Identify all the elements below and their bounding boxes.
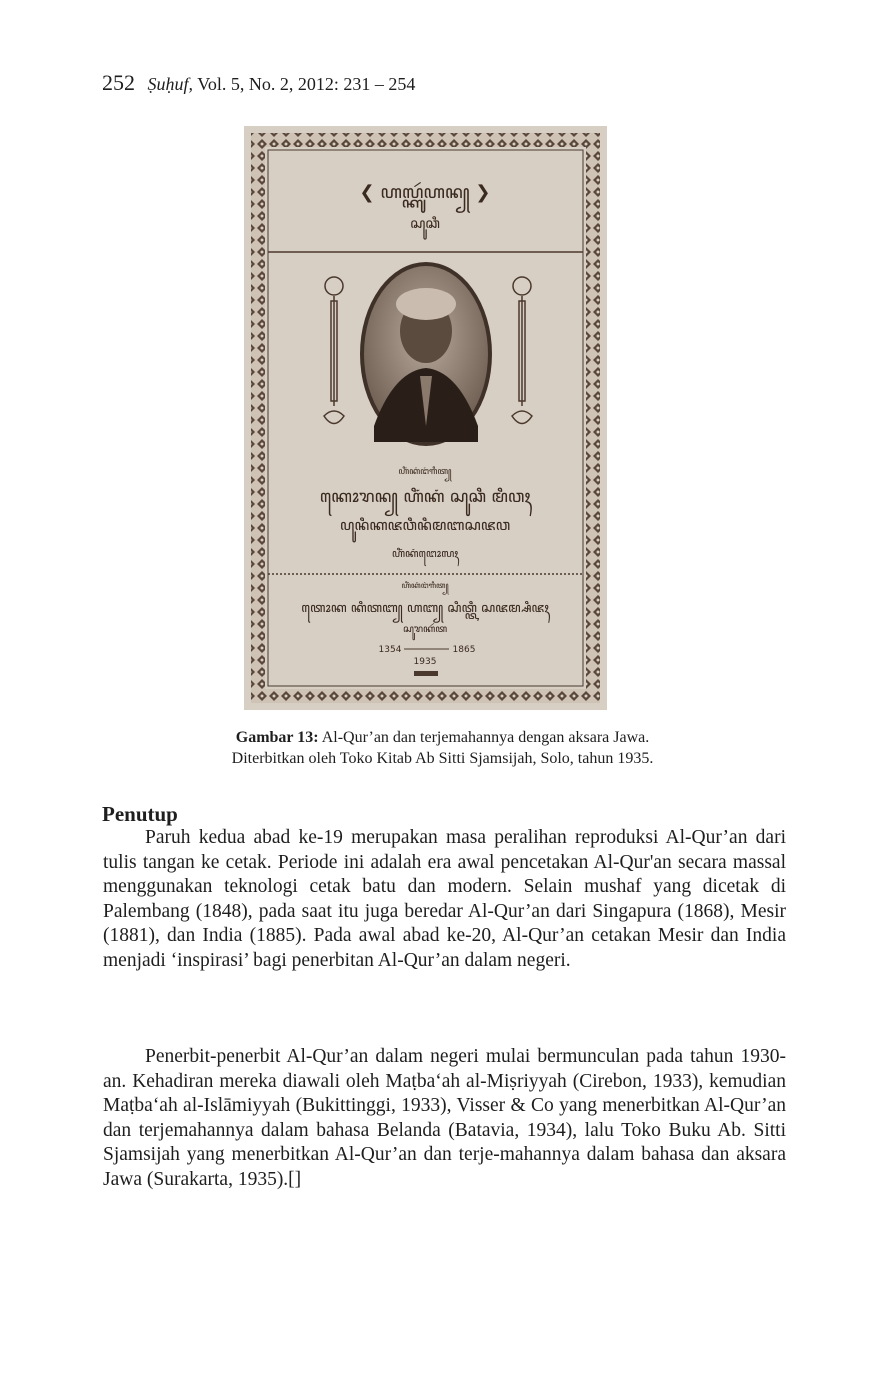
- caption-line-2: Diterbitkan oleh Toko Kitab Ab Sitti Sjamsijah, Solo, tahun 1935.: [231, 750, 654, 767]
- svg-text:ꦠꦺꦴꦏ ꦏꦶꦠꦧ꧀ ꦲꦧ꧀ ꦱꦶꦠ꧀ꦠꦶ ꦱꦗꦩ꧀ꦱꦶꦗꦃ: ꦠꦺꦴꦏ ꦏꦶꦠꦧ꧀ ꦲꦧ꧀ ꦱꦶꦠ꧀ꦠꦶ ꦱꦗꦩ꧀ꦱꦶꦗꦃ: [301, 601, 549, 616]
- section-heading: Penutup: [102, 802, 178, 826]
- svg-text:ꦲꦶꦁꦏꦁꦔꦁꦒꦶꦠ꧀: ꦲꦶꦁꦏꦁꦔꦁꦒꦶꦠ꧀: [398, 467, 452, 477]
- svg-text:ꦥꦸꦤꦶꦏꦗꦮꦶꦤꦶꦩꦧꦱꦗꦮ: ꦥꦸꦤꦶꦏꦗꦮꦶꦤꦶꦩꦧꦱꦗꦮ: [339, 516, 511, 534]
- paragraph-2: Penerbit-penerbit Al-Qur’an dalam negeri mulai bermunculan pada tahun 1930-an. Kehadiran mereka diawali oleh Maṭba‘ah al-Miṣriyyah (Cirebon, 1933), kemudian Maṭba‘ah al-Islāmiyyah (Bukittinggi, 1933), Visser & Co yang menerbitkan Al-Qur’an dan terjemahannya dalam bahasa Belanda (Batavia, 1934), lalu Toko Buku Ab. Sitti Sjamsijah yang menerbitkan Al-Qur’an dan terje-mahannya dalam bahasa dan aksara Jawa (Surakarta, 1935).[]: [103, 1046, 786, 1190]
- svg-text:ꦲꦶꦁꦏꦁꦔꦺꦴꦭꦃ: ꦲꦶꦁꦏꦁꦔꦺꦴꦭꦃ: [391, 547, 459, 560]
- svg-text:ꦱꦸꦫꦏꦂꦠ: ꦱꦸꦫꦏꦂꦠ: [402, 624, 448, 635]
- cover-year-main: 1935: [413, 657, 437, 667]
- svg-text:ꦱꦸꦕꦶ: ꦱꦸꦕꦶ: [410, 216, 440, 232]
- svg-text:❮ ꦲꦭ꧀ꦏꦸꦂꦲꦤ꧀ ❯: ❮ ꦲꦭ꧀ꦏꦸꦂꦲꦤ꧀ ❯: [359, 182, 491, 203]
- svg-text:ꦲꦶꦁꦏꦁꦔꦁꦒꦶꦠ꧀: ꦲꦶꦁꦏꦁꦔꦁꦒꦶꦠ꧀: [401, 581, 449, 590]
- svg-text:ꦏꦺꦴꦫꦤ꧀ ꦲꦶꦁꦏꦁ ꦱꦸꦕꦶ ꦩꦶꦮꦃ: ꦏꦺꦴꦫꦤ꧀ ꦲꦶꦁꦏꦁ ꦱꦸꦕꦶ ꦩꦶꦮꦃ: [319, 487, 531, 507]
- cover-year-left: 1354: [378, 645, 402, 655]
- caption-line-1: Al-Qur’an dan terjemahannya dengan aksara Jawa.: [321, 729, 650, 746]
- caption-label: Gambar 13:: [235, 729, 319, 746]
- journal-title: Ṣuḥuf,: [147, 74, 194, 94]
- page-number: 252: [102, 70, 135, 95]
- citation: Vol. 5, No. 2, 2012: 231 – 254: [197, 74, 416, 94]
- cover-year-right: 1865: [452, 645, 476, 655]
- figure-caption: [100, 727, 785, 769]
- paragraph-1: Paruh kedua abad ke-19 merupakan masa peralihan reproduksi Al-Qur’an dari tulis tangan ke cetak. Periode ini adalah era awal pencetakan Al-Qur'an secara massal menggunakan teknologi cetak batu dan modern. Selain mushaf yang dicetak di Palembang (1848), pada saat itu juga beredar Al-Qur’an dari Singapura (1868), Mesir (1881), dan India (1885). Pada awal abad ke-20, Al-Qur’an cetakan Mesir dan India menjadi ‘inspirasi’ bagi penerbitan Al-Qur’an dalam negeri.: [103, 827, 786, 971]
- running-head: [102, 70, 415, 96]
- portrait-oval: [360, 262, 492, 446]
- figure-image: [244, 126, 607, 710]
